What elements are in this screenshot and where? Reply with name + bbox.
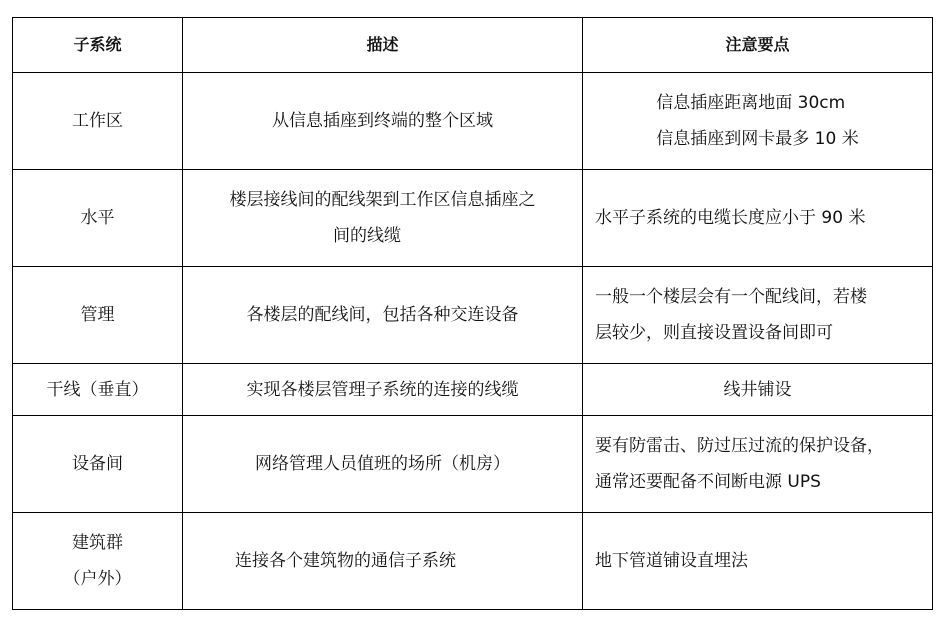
cell-notes: [583, 73, 933, 170]
subsystem-table-container: [12, 17, 933, 610]
cell-subsystem: [13, 364, 183, 416]
notes-text: 通常还要配备不间断电源 UPS: [595, 472, 821, 492]
notes-text: 信息插座到网卡最多 10 米: [656, 129, 859, 149]
cell-description: [183, 364, 583, 416]
table-row: [13, 73, 933, 170]
notes-text: 信息插座距离地面 30cm: [656, 93, 846, 113]
cell-notes: [583, 364, 933, 416]
description-text: 楼层接线间的配线架到工作区信息插座之: [229, 190, 536, 210]
description-text: 各楼层的配线间，包括各种交连设备: [246, 305, 519, 325]
table-row: [13, 267, 933, 364]
cell-description: [183, 267, 583, 364]
notes-block: [656, 85, 858, 157]
cell-description: [183, 416, 583, 513]
cell-subsystem: [13, 416, 183, 513]
subsystem-text: 建筑群: [72, 533, 123, 553]
description-text: 网络管理人员值班的场所（机房）: [255, 454, 510, 474]
cell-subsystem: [13, 267, 183, 364]
cell-notes: [583, 513, 933, 610]
table-row: [13, 416, 933, 513]
cell-notes: [583, 267, 933, 364]
subsystem-text: 设备间: [72, 454, 123, 474]
notes-text: 地下管道铺设直埋法: [595, 551, 748, 571]
description-text: 实现各楼层管理子系统的连接的线缆: [246, 379, 519, 400]
notes-text: 要有防雷击、防过压过流的保护设备，: [595, 436, 884, 456]
subsystem-text: 水平: [80, 208, 115, 228]
notes-text: 水平子系统的电缆长度应小于 90 米: [595, 208, 866, 228]
subsystem-table: [12, 17, 933, 610]
subsystem-text: （户外）: [63, 569, 132, 589]
header-description: 描述: [183, 18, 583, 73]
notes-text: 层较少，则直接设置设备间即可: [595, 323, 833, 343]
table-row: [13, 513, 933, 610]
header-notes: 注意要点: [583, 18, 933, 73]
cell-description: [183, 513, 583, 610]
table-row: [13, 364, 933, 416]
description-text: 连接各个建筑物的通信子系统: [235, 551, 456, 571]
cell-notes: [583, 416, 933, 513]
cell-subsystem: [13, 513, 183, 610]
description-text: 从信息插座到终端的整个区域: [272, 111, 493, 131]
subsystem-text: 干线（垂直）: [46, 379, 149, 400]
subsystem-text: 工作区: [72, 111, 123, 131]
subsystem-text: 管理: [80, 305, 115, 325]
description-text: 间的线缆: [333, 226, 401, 246]
cell-subsystem: [13, 73, 183, 170]
cell-description: [183, 170, 583, 267]
table-header-row: [13, 18, 933, 73]
cell-description: [183, 73, 583, 170]
cell-subsystem: [13, 170, 183, 267]
notes-text: 一般一个楼层会有一个配线间，若楼: [595, 287, 867, 307]
table-row: [13, 170, 933, 267]
notes-text: 线井铺设: [723, 379, 792, 400]
header-subsystem: 子系统: [13, 18, 183, 73]
cell-notes: [583, 170, 933, 267]
